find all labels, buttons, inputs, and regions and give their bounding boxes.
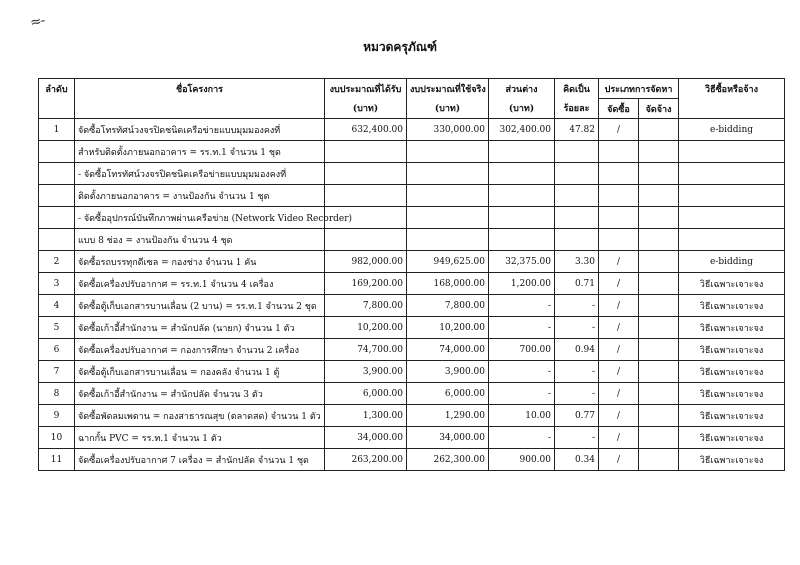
row-number: 2 [39,251,75,273]
budget-used: 1,290.00 [407,405,489,427]
percent [555,163,599,185]
project-name: จัดซื้อเก้าอี้สำนักงาน = สำนักปลัด จำนวน 3 ตัว [75,383,325,405]
project-name: - จัดซื้ออุปกรณ์บันทึกภาพผ่านเครือข่าย (Network Video Recorder) [75,207,325,229]
method [679,185,785,207]
budget-received: 7,800.00 [325,295,407,317]
row-number: 5 [39,317,75,339]
table-row [39,185,785,207]
purchase-mark: / [599,361,639,383]
hire-mark [639,273,679,295]
percent: 47.82 [555,119,599,141]
row-number: 9 [39,405,75,427]
difference [489,185,555,207]
project-name: จัดซื้อเครื่องปรับอากาศ = กองการศึกษา จำนวน 2 เครื่อง [75,339,325,361]
project-name: แบบ 8 ช่อง = งานป้องกัน จำนวน 4 ชุด [75,229,325,251]
method: e-bidding [679,251,785,273]
project-name: จัดซื้อเก้าอี้สำนักงาน = สำนักปลัด (นายก) จำนวน 1 ตัว [75,317,325,339]
percent: 0.77 [555,405,599,427]
percent [555,229,599,251]
table-row [39,361,785,383]
table-row [39,119,785,141]
header-unit-received: (บาท) [325,99,407,119]
purchase-mark: / [599,295,639,317]
budget-used: 10,200.00 [407,317,489,339]
purchase-mark: / [599,427,639,449]
header-purchase: จัดซื้อ [599,99,639,119]
budget-received: 6,000.00 [325,383,407,405]
page-title: หมวดครุภัณฑ์ [363,40,437,54]
budget-used [407,229,489,251]
method: วิธีเฉพาะเจาะจง [679,317,785,339]
header-project: ชื่อโครงการ [75,79,325,99]
budget-used: 34,000.00 [407,427,489,449]
hire-mark [639,295,679,317]
row-number [39,141,75,163]
budget-used [407,185,489,207]
percent [555,141,599,163]
budget-used: 262,300.00 [407,449,489,471]
method: วิธีเฉพาะเจาะจง [679,361,785,383]
project-name: จัดซื้อตู้เก็บเอกสารบานเลื่อน = กองคลัง จำนวน 1 ตู้ [75,361,325,383]
method: วิธีเฉพาะเจาะจง [679,427,785,449]
header-percent-bottom: ร้อยละ [555,99,599,119]
table-row [39,405,785,427]
budget-used [407,163,489,185]
project-name: จัดซื้อโทรทัศน์วงจรปิดชนิดเครือข่ายแบบมุมมองคงที่ [75,119,325,141]
table-row [39,141,785,163]
budget-used: 168,000.00 [407,273,489,295]
row-number: 11 [39,449,75,471]
hire-mark [639,317,679,339]
percent: 3.30 [555,251,599,273]
hire-mark [639,383,679,405]
table-body [39,119,785,471]
hire-mark [639,163,679,185]
budget-received [325,141,407,163]
difference: - [489,361,555,383]
budget-received: 10,200.00 [325,317,407,339]
purchase-mark: / [599,383,639,405]
purchase-mark [599,163,639,185]
difference: 1,200.00 [489,273,555,295]
budget-received: 263,200.00 [325,449,407,471]
table-row [39,229,785,251]
purchase-mark [599,141,639,163]
table-row [39,251,785,273]
budget-received: 34,000.00 [325,427,407,449]
percent: - [555,361,599,383]
header-percent-top: คิดเป็น [555,79,599,99]
table-row [39,383,785,405]
project-name: จัดซื้อตู้เก็บเอกสารบานเลื่อน (2 บาน) = รร.ท.1 จำนวน 2 ชุด [75,295,325,317]
row-number [39,185,75,207]
row-number: 10 [39,427,75,449]
purchase-mark: / [599,119,639,141]
header-hire: จัดจ้าง [639,99,679,119]
hire-mark [639,185,679,207]
header-method-cont [679,99,785,119]
project-name: ฉากกั้น PVC = รร.ท.1 จำนวน 1 ตัว [75,427,325,449]
budget-received [325,229,407,251]
header-row-top [39,79,785,99]
budget-used [407,141,489,163]
hire-mark [639,405,679,427]
budget-used: 6,000.00 [407,383,489,405]
purchase-mark [599,207,639,229]
project-name: ติดตั้งภายนอกอาคาร = งานป้องกัน จำนวน 1 ชุด [75,185,325,207]
header-budget-received: งบประมาณที่ได้รับ [325,79,407,99]
budget-used [407,207,489,229]
method [679,229,785,251]
budget-received [325,163,407,185]
hire-mark [639,251,679,273]
project-name: สำหรับติดตั้งภายนอกอาคาร = รร.ท.1 จำนวน 1 ชุด [75,141,325,163]
table-row [39,427,785,449]
method [679,163,785,185]
percent: 0.94 [555,339,599,361]
method: วิธีเฉพาะเจาะจง [679,405,785,427]
difference: 10.00 [489,405,555,427]
procurement-table [38,78,785,471]
project-name: จัดซื้อรถบรรทุกดีเซล = กองช่าง จำนวน 1 คัน [75,251,325,273]
budget-received: 169,200.00 [325,273,407,295]
budget-received: 982,000.00 [325,251,407,273]
method: วิธีเฉพาะเจาะจง [679,295,785,317]
header-budget-used: งบประมาณที่ใช้จริง [407,79,489,99]
handwritten-mark: ≈- [28,12,46,32]
header-method: วิธีซื้อหรือจ้าง [679,79,785,99]
row-number: 7 [39,361,75,383]
row-number [39,229,75,251]
budget-received: 74,700.00 [325,339,407,361]
table-row [39,207,785,229]
method: วิธีเฉพาะเจาะจง [679,383,785,405]
purchase-mark: / [599,317,639,339]
header-row-bottom [39,99,785,119]
purchase-mark: / [599,251,639,273]
budget-received [325,185,407,207]
purchase-mark: / [599,339,639,361]
difference: 302,400.00 [489,119,555,141]
budget-used: 949,625.00 [407,251,489,273]
project-name: จัดซื้อเครื่องปรับอากาศ = รร.ท.1 จำนวน 4 เครื่อง [75,273,325,295]
difference [489,141,555,163]
percent: - [555,427,599,449]
percent: - [555,317,599,339]
header-project-cont [75,99,325,119]
hire-mark [639,229,679,251]
budget-received: 3,900.00 [325,361,407,383]
budget-used: 7,800.00 [407,295,489,317]
method: วิธีเฉพาะเจาะจง [679,339,785,361]
purchase-mark [599,185,639,207]
table-row [39,295,785,317]
table-row [39,449,785,471]
difference: - [489,317,555,339]
budget-used: 74,000.00 [407,339,489,361]
header-difference: ส่วนต่าง [489,79,555,99]
percent: 0.71 [555,273,599,295]
percent: - [555,295,599,317]
row-number: 1 [39,119,75,141]
purchase-mark [599,229,639,251]
project-name: - จัดซื้อโทรทัศน์วงจรปิดชนิดเครือข่ายแบบมุมมองคงที่ [75,163,325,185]
header-no-cont [39,99,75,119]
row-number [39,163,75,185]
method: วิธีเฉพาะเจาะจง [679,273,785,295]
percent: 0.34 [555,449,599,471]
hire-mark [639,449,679,471]
table-row [39,339,785,361]
hire-mark [639,361,679,383]
row-number: 3 [39,273,75,295]
difference [489,207,555,229]
method: e-bidding [679,119,785,141]
hire-mark [639,207,679,229]
table-row [39,273,785,295]
header-unit-used: (บาท) [407,99,489,119]
difference: 32,375.00 [489,251,555,273]
method [679,141,785,163]
row-number [39,207,75,229]
difference [489,229,555,251]
difference: - [489,427,555,449]
budget-received: 632,400.00 [325,119,407,141]
table-row [39,317,785,339]
difference: 900.00 [489,449,555,471]
hire-mark [639,339,679,361]
budget-used: 330,000.00 [407,119,489,141]
row-number: 4 [39,295,75,317]
project-name: จัดซื้อพัดลมเพดาน = กองสาธารณสุข (ตลาดสด) จำนวน 1 ตัว [75,405,325,427]
difference [489,163,555,185]
percent [555,185,599,207]
project-name: จัดซื้อเครื่องปรับอากาศ 7 เครื่อง = สำนักปลัด จำนวน 1 ชุด [75,449,325,471]
difference: - [489,383,555,405]
budget-received: 1,300.00 [325,405,407,427]
table-row [39,163,785,185]
difference: 700.00 [489,339,555,361]
row-number: 6 [39,339,75,361]
method: วิธีเฉพาะเจาะจง [679,449,785,471]
purchase-mark: / [599,405,639,427]
method [679,207,785,229]
header-no: ลำดับ [39,79,75,99]
purchase-mark: / [599,273,639,295]
header-procurement-type: ประเภทการจัดหา [599,79,679,99]
hire-mark [639,119,679,141]
purchase-mark: / [599,449,639,471]
percent: - [555,383,599,405]
hire-mark [639,427,679,449]
hire-mark [639,141,679,163]
budget-used: 3,900.00 [407,361,489,383]
row-number: 8 [39,383,75,405]
percent [555,207,599,229]
header-unit-difference: (บาท) [489,99,555,119]
difference: - [489,295,555,317]
